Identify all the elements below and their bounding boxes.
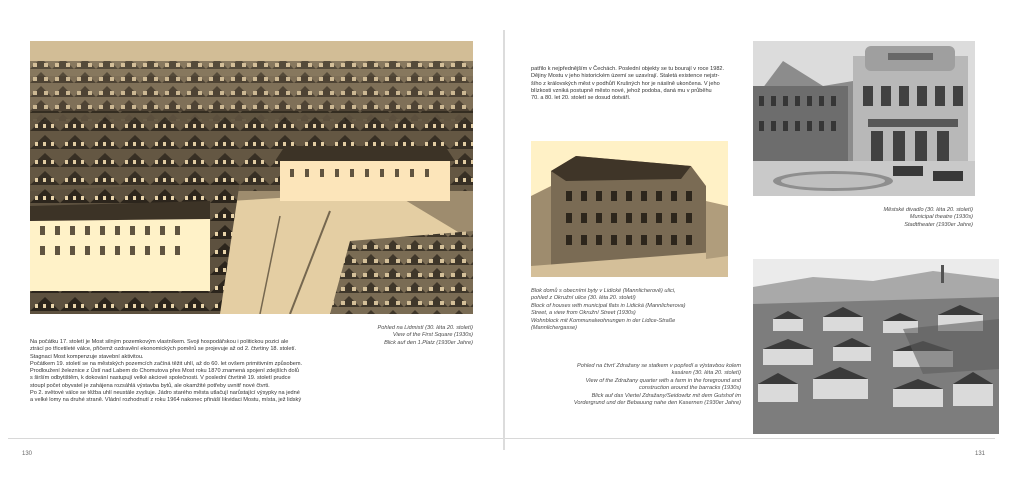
body-line: s širším odbytištěm, k dokování nastupují velké akciové společnosti. V poslední čtvrtině 19. století prudce (30, 375, 291, 382)
body-line: 70. a 80. let 20. století se dosud dotváří. (531, 95, 631, 102)
left-page (0, 0, 504, 494)
caption-line: Vordergrund und der Bebauung nahe den Kasernen (1930er Jahre) (573, 400, 741, 407)
body-line: Stagnaci Most kompenzuje stavební aktivitou. (30, 353, 144, 360)
body-line: Po 2. světové válce se těžba uhlí neustále zvyšuje. Jádro starého města utlačují narůstající výsypky na jedné (30, 390, 300, 397)
houses-photo (531, 141, 728, 277)
caption-line: Street, a view from Okružní Street (1930s) (531, 310, 636, 317)
caption-line: Wohnblock mit Kommunalwohnungen in der Lidice-Straße (531, 317, 676, 324)
right-page (505, 0, 1009, 494)
caption-line: Pohled na čtvrť Zdražany se statkem v popředí a výstavbou kolem (577, 363, 741, 369)
page-number-left: 130 (22, 451, 33, 457)
caption-line: Blick auf den 1.Platz (1930er Jahre) (384, 339, 473, 346)
body-line: stoupl počet obyvatel je zahájena rozsáhlá výstavba bytů, ale okamžité potřeby uvnitř nové čtvrti. (30, 382, 270, 389)
caption-line: Stadttheater (1930er Jahre) (904, 221, 973, 228)
body-line: Počátkem 19. století se na městských pozemcích začíná těžit uhlí, až do 60. let ovšem primitivním způsobem. (30, 360, 303, 367)
caption-line: construction around the barracks (1930s) (639, 385, 741, 392)
body-line: blízkosti vzniká postupně město nové, jehož podoba, daná mu v průběhu (531, 87, 712, 94)
theatre-photo (753, 41, 975, 196)
page-number-right: 131 (975, 451, 986, 457)
bottom-rule-right (505, 438, 995, 439)
body-line: Prodloužení železnice z Ústí nad Labem do Chomutova přes Most roku 1870 znamená spojení zdejších dolů (30, 368, 299, 375)
city-aerial-photo (30, 41, 473, 314)
body-line: Dějiny Mostu v jeho historickém území se uzavírají. Staletá existence nejstr- (531, 73, 720, 80)
caption-line: View of the First Square (1930s) (392, 332, 473, 339)
caption-line: Městské divadlo (30. léta 20. století) (883, 207, 973, 213)
caption-line: Municipal theatre (1930s) (909, 214, 973, 221)
body-text-left (30, 339, 470, 405)
body-text-right (531, 66, 741, 102)
body-line: Na počátku 17. století je Most silným pozemkovým vlastníkem. Svoji hospodářskou i politickou pozici ale (30, 339, 289, 345)
caption-line: kasáren (30. léta 20. století) (671, 370, 741, 377)
caption-line: View of the Zdražany quarter with a farm in the foreground and (585, 377, 741, 384)
theatre-caption (835, 207, 973, 229)
houses-caption (531, 288, 728, 332)
body-line: a velké lomy na druhé straně. Vládní rozhodnutí z roku 1964 nakonec přináší likvidaci Mostu, místa, jež lidský (30, 397, 302, 404)
body-line: ztrácí po třicetileté válce, přičemž ozdravění ekonomických poměrů se projevuje až od 2. čtvrtiny 18. století. (30, 346, 297, 353)
caption-line: Blok domů s obecními byty v Lidické (Mannlicherově) ulici, (531, 288, 676, 294)
caption-line: Block of houses with municipal flats in Lidická (Mannlicherova) (531, 302, 686, 309)
caption-line: Blick auf das Viertel Zdražany/Seidowitz mit dem Gutshof im (591, 392, 741, 399)
panorama-photo (753, 259, 999, 434)
body-line: patřilo k nejpřednějším v Čechách. Poslední objekty se tu bourají v roce 1982. (531, 66, 725, 72)
bottom-rule-left (8, 438, 504, 439)
body-line: šího z královských měst v podhůří Krušných hor je násilně ukončena. V jeho (531, 80, 720, 87)
caption-line: Pohled na Lidmistí (30. léta 20. století) (377, 325, 473, 331)
caption-line: pohled z Okružní ulice (30. léta 20. století) (531, 295, 636, 302)
caption-line: (Mannlichergasse) (531, 325, 578, 332)
panorama-caption (545, 363, 741, 407)
